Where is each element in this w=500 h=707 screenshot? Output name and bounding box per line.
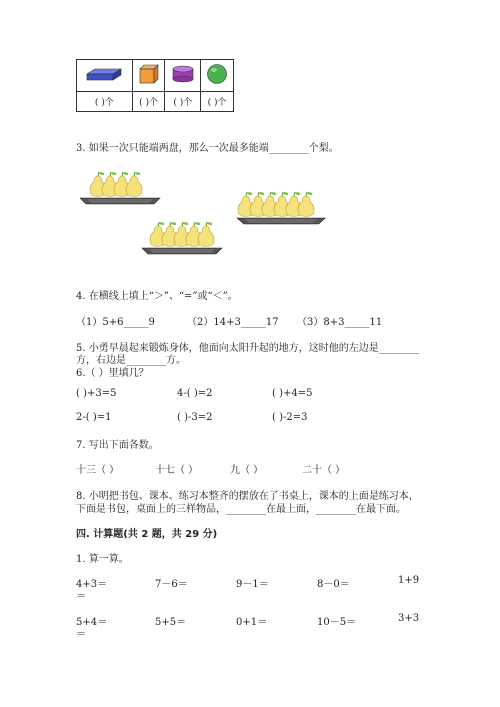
- cube-icon: [138, 63, 160, 85]
- calc-item[interactable]: 5+5＝: [155, 617, 187, 628]
- q6-item[interactable]: ( )+3=5: [76, 388, 117, 399]
- question-8-line-2: 下面是书包，桌面上的三样物品，________在最上面，________在最下面。: [76, 504, 406, 515]
- q7-item[interactable]: 九（ ）: [230, 465, 264, 476]
- calc-item[interactable]: 3+3: [398, 613, 420, 624]
- pear-plates-illustration: [80, 168, 340, 260]
- q4-item-1[interactable]: （1）5+6_____9: [76, 317, 155, 328]
- plate-2: [237, 192, 325, 224]
- calc-wrap: ＝: [76, 591, 86, 602]
- question-8-line-1: 8. 小明把书包、课本、练习本整齐的摆放在了书桌上，课本的上面是练习本，: [76, 491, 419, 502]
- question-3: 3. 如果一次只能端两盘，那么一次最多能端________个梨。: [76, 143, 339, 154]
- q7-item[interactable]: 二十（ ）: [302, 465, 346, 476]
- q6-item[interactable]: 2-( )=1: [76, 412, 112, 423]
- calc-item[interactable]: 0+1＝: [236, 617, 268, 628]
- question-5-line-1: 5. 小勇早晨起来锻炼身体，他面向太阳升起的地方，这时他的左边是________: [76, 343, 419, 354]
- calc-item[interactable]: 1+9: [398, 575, 420, 586]
- shape-cell: [132, 60, 165, 92]
- calc-item[interactable]: 9－1＝: [236, 579, 269, 590]
- q6-item[interactable]: 4-( )=2: [177, 388, 213, 399]
- shape-cell: [165, 60, 201, 92]
- calc-wrap: ＝: [76, 629, 86, 640]
- q7-item[interactable]: 十三（ ）: [76, 465, 120, 476]
- calc-item[interactable]: 7－6＝: [155, 579, 188, 590]
- count-cell[interactable]: ( )个: [201, 92, 234, 112]
- shapes-table: [76, 59, 234, 112]
- q4-item-3[interactable]: （3）8+3_____11: [297, 317, 383, 328]
- calc-question: 1. 算一算。: [76, 554, 129, 565]
- question-6: 6.（ ）里填几？: [76, 368, 149, 379]
- calc-item[interactable]: 10－5＝: [317, 617, 357, 628]
- q6-item[interactable]: ( )-2=3: [272, 412, 308, 423]
- sphere-icon: [206, 63, 228, 85]
- calc-item[interactable]: 5+4＝: [76, 617, 108, 628]
- shape-cell: [77, 60, 133, 92]
- shape-cell: [201, 60, 234, 92]
- question-5-line-2: 方，右边是________方。: [76, 355, 186, 366]
- q6-item[interactable]: ( )-3=2: [177, 412, 213, 423]
- q7-item[interactable]: 十七（ ）: [155, 465, 199, 476]
- cylinder-icon: [171, 64, 195, 84]
- plate-1: [80, 172, 160, 204]
- question-4: 4. 在横线上填上“＞”、“=”或“＜”。: [76, 291, 238, 302]
- question-7: 7. 写出下面各数。: [76, 440, 159, 451]
- calc-item[interactable]: 4+3＝: [76, 579, 108, 590]
- q4-item-2[interactable]: （2）14+3_____17: [187, 317, 279, 328]
- q6-item[interactable]: ( )+4=5: [272, 388, 313, 399]
- count-cell[interactable]: ( )个: [165, 92, 201, 112]
- cuboid-icon: [85, 66, 123, 82]
- section-title: 四. 计算题(共 2 题，共 29 分): [76, 529, 218, 540]
- plate-3: [142, 222, 222, 254]
- calc-item[interactable]: 8－0＝: [317, 579, 350, 590]
- count-cell[interactable]: ( )个: [77, 92, 133, 112]
- count-cell[interactable]: ( )个: [132, 92, 165, 112]
